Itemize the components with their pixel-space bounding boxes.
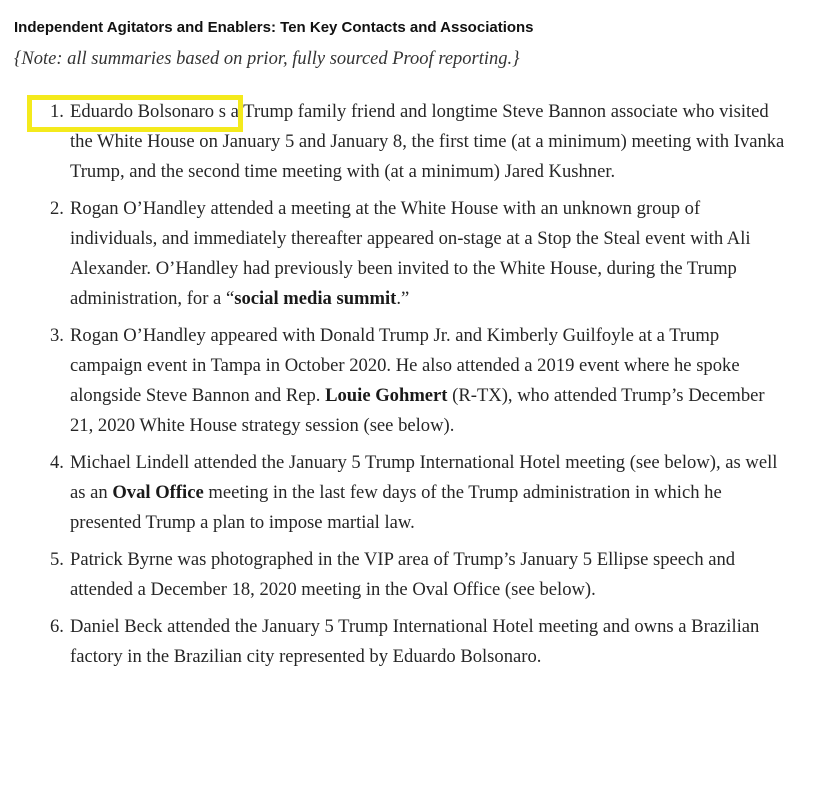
- sourcing-note: {Note: all summaries based on prior, fully sourced Proof reporting.}: [14, 49, 520, 69]
- list-item: [0, 448, 825, 538]
- item-text: s a Trump family friend and longtime Steve Bannon associate who visited the White House on January 5 and January 8, the first time (at a minimum) meeting with Ivanka Trump, and the second time meeting with (at a minimum) Jared Kushner.: [70, 101, 785, 182]
- item-number: 5.: [50, 549, 64, 570]
- item-number: 6.: [50, 616, 64, 637]
- bold-term: Louie Gohmert: [325, 385, 448, 406]
- item-text: Patrick Byrne was photographed in the VIP area of Trump’s January 5 Ellipse speech and attended a December 18, 2020 meeting in the Oval Office (see below).: [70, 549, 736, 600]
- item-number: 1.: [50, 101, 64, 122]
- item-text: Rogan O’Handley appeared with Donald Trump Jr. and Kimberly Guilfoyle at a Trump campaign event in Tampa in October 2020. He also attended a 2019 event where he spoke alongside Steve Bannon and Rep.: [70, 325, 740, 406]
- list-item: [0, 194, 825, 314]
- contacts-list: [0, 97, 825, 679]
- list-item: [0, 612, 825, 672]
- item-text: .”: [396, 288, 410, 309]
- item-number: 2.: [50, 198, 64, 219]
- list-item: [0, 321, 825, 441]
- contact-name: Eduardo Bolsonaro: [70, 101, 215, 122]
- bold-term: social media summit: [234, 288, 397, 309]
- item-text: Michael Lindell attended the January 5 Trump International Hotel meeting (see below), as well as an: [70, 452, 778, 503]
- item-number: 4.: [50, 452, 64, 473]
- list-item: [0, 97, 825, 187]
- bold-term: Oval Office: [112, 482, 204, 503]
- item-text: meeting in the last few days of the Trump administration in which he presented Trump a plan to impose martial law.: [70, 482, 722, 533]
- item-number: 3.: [50, 325, 64, 346]
- list-item: [0, 545, 825, 605]
- item-text: Rogan O’Handley attended a meeting at the White House with an unknown group of individuals, and immediately thereafter appeared on-stage at a Stop the Steal event with Ali Alexander. O’Handley had previously been invited to the White House, during the Trump administration, for a “: [70, 198, 751, 309]
- item-text: (R-TX), who attended Trump’s December 21, 2020 White House strategy session (see below).: [70, 385, 765, 436]
- section-heading: Independent Agitators and Enablers: Ten Key Contacts and Associations: [14, 19, 534, 36]
- item-text: Daniel Beck attended the January 5 Trump International Hotel meeting and owns a Brazilian factory in the Brazilian city represented by Eduardo Bolsonaro.: [70, 616, 760, 667]
